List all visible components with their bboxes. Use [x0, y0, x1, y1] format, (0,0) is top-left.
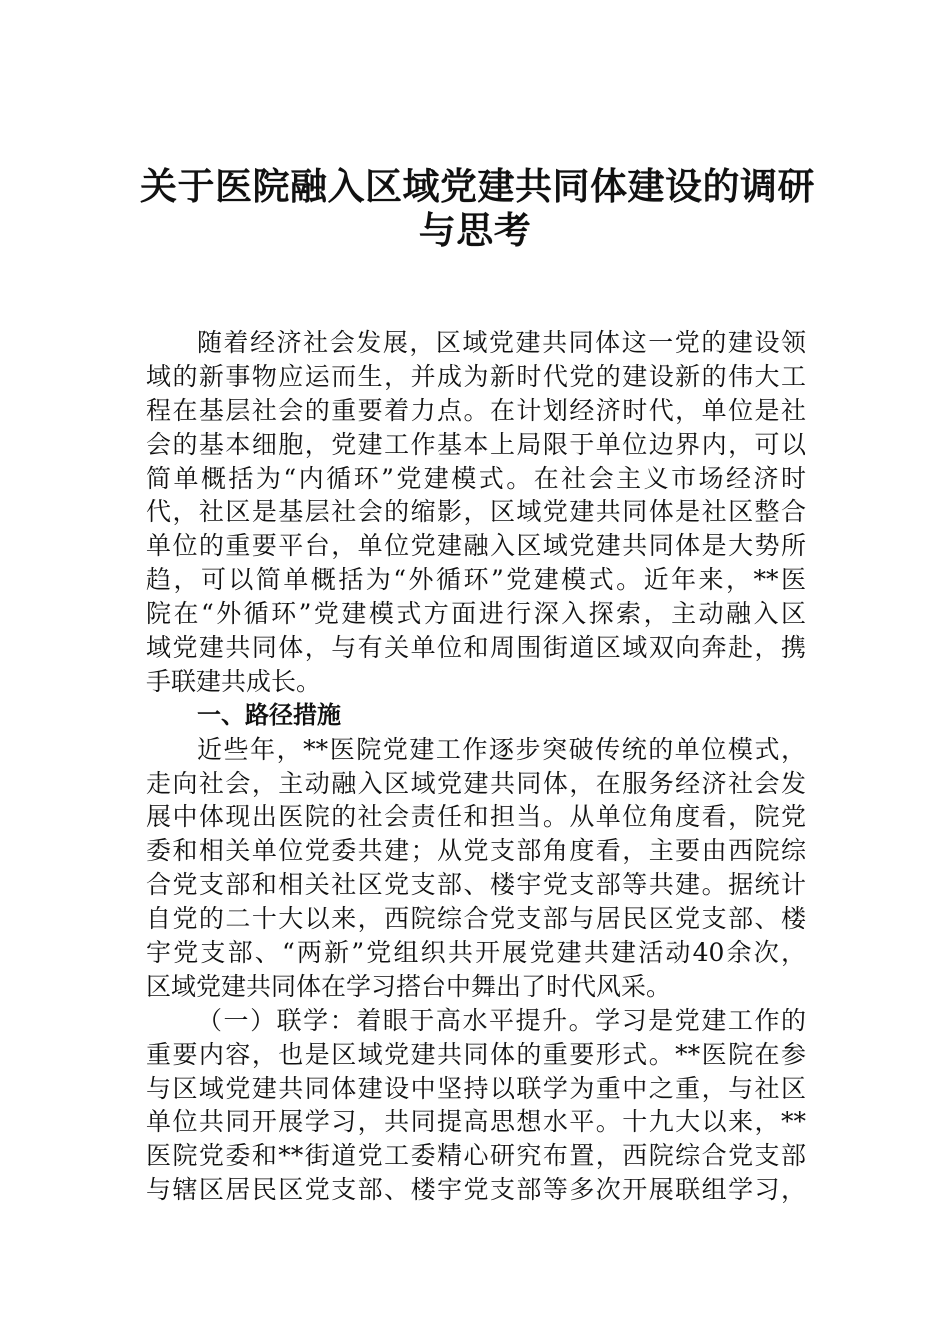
paragraph-line: 自党的二十大以来，西院综合党支部与居民区党支部、楼	[146, 904, 806, 934]
paragraph-line: 域党建共同体，与有关单位和周围街道区域双向奔赴，携	[146, 633, 806, 663]
paragraph-line: 手联建共成长。	[146, 666, 322, 696]
paragraph-line: （一）联学：着眼于高水平提升。学习是党建工作的	[197, 1005, 806, 1035]
paragraph-line: 随着经济社会发展，区域党建共同体这一党的建设领	[197, 328, 806, 357]
paragraph-line: 程在基层社会的重要着力点。在计划经济时代，单位是社	[146, 395, 806, 425]
paragraph-line: 宇党支部、“两新”党组织共开展党建共建活动40余次，	[146, 938, 806, 968]
document-title-line-2: 与思考	[418, 208, 532, 252]
paragraph-line: 简单概括为“内循环”党建模式。在社会主义市场经济时	[146, 463, 806, 493]
paragraph-line: 合党支部和相关社区党支部、楼宇党支部等共建。据统计	[146, 870, 806, 900]
paragraph-line: 医院党委和**街道党工委精心研究布置，西院综合党支部	[146, 1141, 806, 1171]
paragraph-line: 与辖区居民区党支部、楼宇党支部等多次开展联组学习，	[146, 1175, 806, 1205]
paragraph-line: 趋，可以简单概括为“外循环”党建模式。近年来，**医	[146, 565, 806, 595]
paragraph-line: 重要内容，也是区域党建共同体的重要形式。**医院在参	[146, 1039, 806, 1069]
paragraph-line: 展中体现出医院的社会责任和担当。从单位角度看，院党	[146, 802, 806, 832]
paragraph-line: 走向社会，主动融入区域党建共同体，在服务经济社会发	[146, 768, 806, 798]
paragraph-line: 域的新事物应运而生，并成为新时代党的建设新的伟大工	[146, 361, 806, 391]
document-title-line-1: 关于医院融入区域党建共同体建设的调研	[140, 164, 815, 208]
section-heading: 一、路径措施	[197, 700, 341, 729]
document-body	[146, 326, 806, 1207]
paragraph-line: 单位共同开展学习，共同提高思想水平。十九大以来，**	[146, 1107, 806, 1137]
paragraph-line: 代，社区是基层社会的缩影，区域党建共同体是社区整合	[146, 497, 806, 527]
paragraph-line: 区域党建共同体在学习搭台中舞出了时代风采。	[146, 971, 672, 1001]
paragraph-line: 单位的重要平台，单位党建融入区域党建共同体是大势所	[146, 531, 806, 561]
paragraph-line: 与区域党建共同体建设中坚持以联学为重中之重，与社区	[146, 1073, 806, 1103]
paragraph-line: 委和相关单位党委共建；从党支部角度看，主要由西院综	[146, 836, 806, 866]
paragraph-line: 近些年，**医院党建工作逐步突破传统的单位模式，	[197, 734, 806, 764]
paragraph-line: 院在“外循环”党建模式方面进行深入探索，主动融入区	[146, 599, 806, 629]
paragraph-line: 会的基本细胞，党建工作基本上局限于单位边界内，可以	[146, 429, 806, 459]
